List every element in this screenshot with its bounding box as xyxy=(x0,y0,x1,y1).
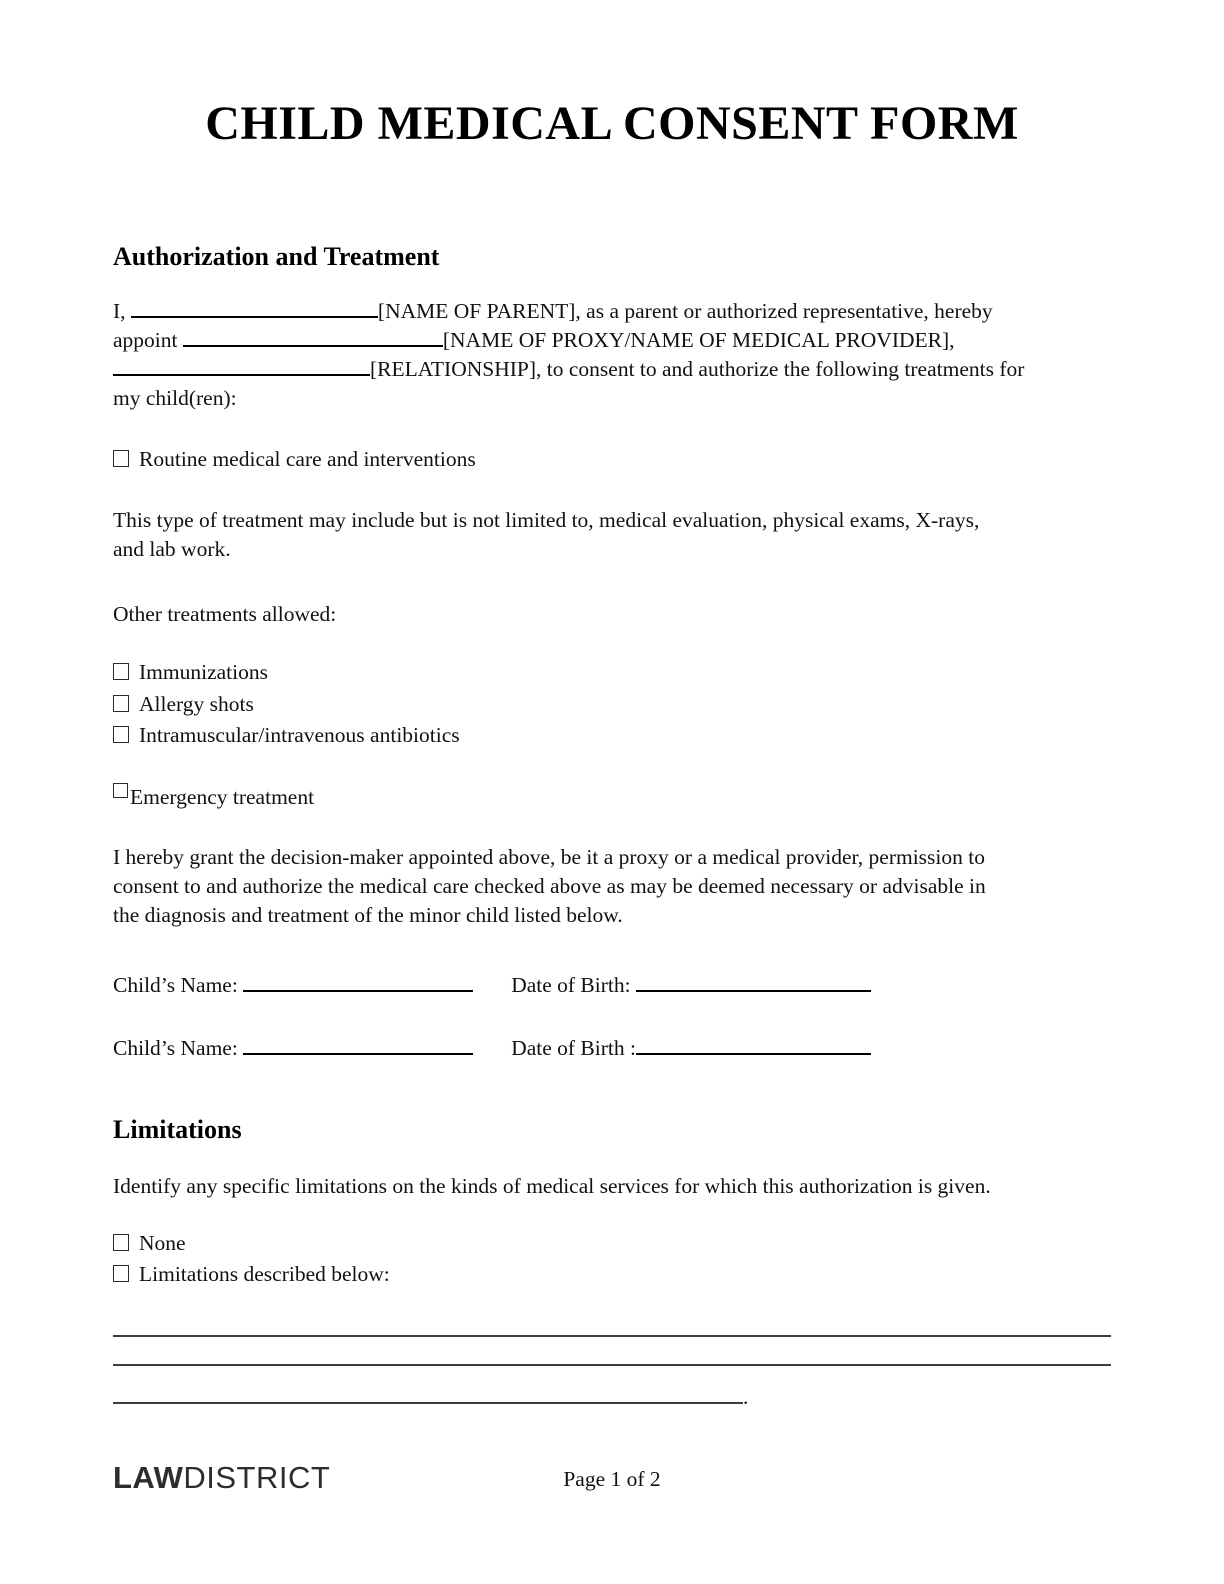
grant-paragraph: I hereby grant the decision-maker appointed above, be it a proxy or a medical provider, permission to consent to and authorize the medical care checked above as may be deemed necessary or advisable in the diagnosis and treatment of the minor child listed below. xyxy=(113,844,986,927)
child-1-dob-label: Date of Birth: xyxy=(511,972,631,997)
child-1-dob-group xyxy=(511,973,871,997)
proxy-name-field[interactable] xyxy=(183,326,443,347)
limitations-described-checkbox[interactable] xyxy=(113,1265,129,1282)
child-2-dob-label: Date of Birth : xyxy=(511,1035,636,1060)
limitations-options xyxy=(113,1228,1111,1291)
logo-law-text: LAW xyxy=(113,1460,184,1495)
intro-line-2-post: [NAME OF PROXY/NAME OF MEDICAL PROVIDER], xyxy=(442,328,955,352)
intro-line-2-pre: appoint xyxy=(113,328,178,352)
antibiotics-label: Intramuscular/intravenous antibiotics xyxy=(139,723,460,747)
child-2-name-field[interactable] xyxy=(243,1034,473,1055)
option-allergy-shots xyxy=(113,689,1111,721)
emergency-treatment-checkbox[interactable] xyxy=(113,783,128,798)
child-2-dob-group xyxy=(511,1036,871,1060)
child-2-dob-field[interactable] xyxy=(636,1034,871,1055)
intro-line-1 xyxy=(113,297,1111,326)
authorization-heading: Authorization and Treatment xyxy=(113,242,440,271)
option-none xyxy=(113,1228,1111,1260)
limitations-write-line-3[interactable] xyxy=(113,1394,743,1404)
intro-line-1-pre: I, xyxy=(113,299,126,323)
page-footer xyxy=(113,1460,1111,1496)
immunizations-label: Immunizations xyxy=(139,660,268,684)
option-immunizations xyxy=(113,657,1111,689)
allergy-shots-checkbox[interactable] xyxy=(113,695,129,712)
intro-line-3-post: [RELATIONSHIP], to consent to and authorize the following treatments for xyxy=(370,357,1025,381)
child-1-dob-field[interactable] xyxy=(636,971,871,992)
limitations-write-line-3-row xyxy=(113,1384,1111,1409)
parent-name-field[interactable] xyxy=(131,297,378,318)
child-row-1 xyxy=(113,971,1111,1000)
routine-care-label: Routine medical care and interventions xyxy=(139,447,476,471)
intro-line-1-post: [NAME OF PARENT], as a parent or authorized representative, hereby xyxy=(377,299,993,323)
immunizations-checkbox[interactable] xyxy=(113,663,129,680)
none-label: None xyxy=(139,1230,186,1255)
child-1-name-field[interactable] xyxy=(243,971,473,992)
option-antibiotics xyxy=(113,720,1111,752)
limitations-described-label: Limitations described below: xyxy=(139,1262,390,1286)
child-row-2 xyxy=(113,1034,1111,1063)
child-2-name-label: Child’s Name: xyxy=(113,1035,238,1060)
other-treatments-options xyxy=(113,657,1111,752)
logo-district-text: DISTRICT xyxy=(183,1460,331,1495)
child-1-name-label: Child’s Name: xyxy=(113,972,238,997)
allergy-shots-label: Allergy shots xyxy=(139,691,254,716)
page-indicator: Page 1 of 2 xyxy=(563,1467,661,1491)
option-emergency-treatment xyxy=(113,783,1111,812)
antibiotics-checkbox[interactable] xyxy=(113,726,129,743)
other-treatments-label: Other treatments allowed: xyxy=(113,602,337,626)
limitations-write-line-1[interactable] xyxy=(113,1335,1111,1337)
intro-paragraph xyxy=(113,297,1111,413)
trailing-period: . xyxy=(743,1384,749,1409)
option-limitations-described xyxy=(113,1259,1111,1291)
document-title: CHILD MEDICAL CONSENT FORM xyxy=(205,97,1019,150)
option-routine-care xyxy=(113,445,1111,474)
limitations-heading: Limitations xyxy=(113,1114,242,1144)
intro-line-2 xyxy=(113,326,1111,355)
emergency-treatment-label: Emergency treatment xyxy=(130,784,315,809)
routine-care-checkbox[interactable] xyxy=(113,450,129,467)
intro-line-3 xyxy=(113,355,1111,384)
treatment-note: This type of treatment may include but is not limited to, medical evaluation, physical exams, X-rays, and lab work. xyxy=(113,508,980,561)
relationship-field[interactable] xyxy=(113,355,370,376)
none-checkbox[interactable] xyxy=(113,1234,129,1251)
limitations-instruction: Identify any specific limitations on the kinds of medical services for which this authorization is given. xyxy=(113,1173,991,1198)
limitations-write-line-2[interactable] xyxy=(113,1364,1111,1366)
intro-line-4: my child(ren): xyxy=(113,386,237,410)
